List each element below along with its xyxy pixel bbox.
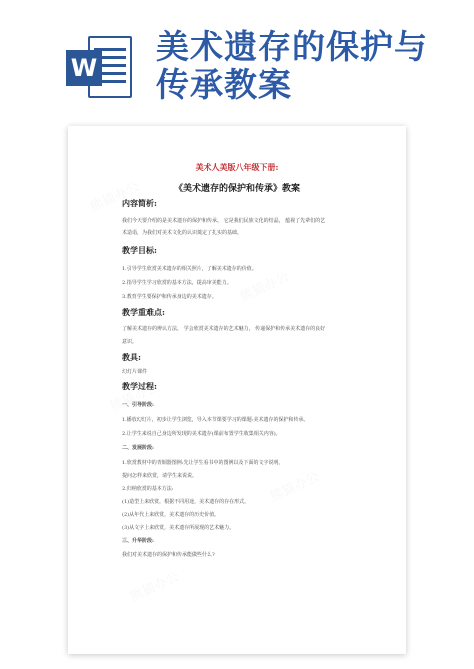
key-points-line: 意识。 [122, 339, 138, 345]
stage-item: 1.欣赏教材中的青铜器图例:先让学生看书中的图例以及下面的文字说明。 [122, 460, 284, 466]
heading-intro: 内容简析: [122, 198, 157, 208]
heading-tools: 教具: [122, 352, 141, 362]
doc-subtitle: 美术人美版八年级下册: [195, 162, 279, 172]
heading-process: 教学过程: [122, 381, 157, 391]
watermark [266, 466, 321, 505]
banner-title [156, 28, 456, 104]
stage-item: 2.让学生来说自己身边所发现的美术遗存(课前布置学生收集相关内容)。 [122, 431, 281, 437]
doc-title: 《美术遗存的保护和传承》教案 [173, 184, 300, 194]
stage-item: 1.播放幻灯片，初步让学生浏览，导入本节课要学习的课题:美术遗存的保护和传承。 [122, 417, 309, 423]
word-document-icon [66, 36, 134, 98]
stage-item: (3)从文字上来欣赏，美术遗存所展现的艺术魅力。 [122, 525, 235, 531]
banner-title-line2: 传承教案 [156, 65, 292, 104]
stage-item: (1)造型上来欣赏，根据不同用途，美术遗存的存在形式。 [122, 499, 250, 505]
intro-line: 我们今天要介绍的是美术遗存的保护和传承。 它是我们民族文化的结晶， 蕴视了先辈们的艺 [122, 218, 326, 224]
stage-heading: 三、升华阶段: [122, 538, 154, 544]
banner-title-line1: 美术遗存的保护与 [156, 27, 428, 66]
stage-heading: 一、引导阶段: [122, 402, 154, 408]
stage-item: 我们对美术遗存的保护和传承能做些什么? [122, 552, 215, 558]
document-banner [0, 0, 474, 118]
stage-heading: 二、发展阶段: [122, 445, 154, 451]
tools-text: 幻灯片课件 [122, 369, 148, 375]
key-points-line: 了解美术遗存的辨认方法， 学会欣赏美术遗存的艺术魅力， 传递保护和传承美术遗存的良好 [122, 326, 326, 332]
intro-line: 术造诣，为我们对美术文化的认识奠定了扎实的基础。 [122, 230, 243, 236]
stage-item: 提问怎样来欣赏，请学生来说说。 [122, 473, 198, 479]
stage-item: 2.归纳欣赏的基本方法: [122, 486, 174, 492]
word-icon-badge: W [66, 50, 102, 86]
watermark [126, 566, 181, 605]
goal-item: 2.指导学生学习欣赏的基本方法，提高审美能力。 [122, 280, 232, 286]
heading-goals: 教学目标: [122, 245, 157, 255]
goal-item: 3.教育学生要保护和传承身边的美术遗存。 [122, 294, 217, 300]
stage-item: (2)从年代上来欣赏，美术遗存的历史价值。 [122, 512, 220, 518]
document-page [68, 126, 406, 654]
heading-key-points: 教学重难点: [122, 307, 165, 317]
goal-item: 1.引导学生欣赏美术遗存的相关照片，了解美术遗存的价值。 [122, 266, 257, 272]
